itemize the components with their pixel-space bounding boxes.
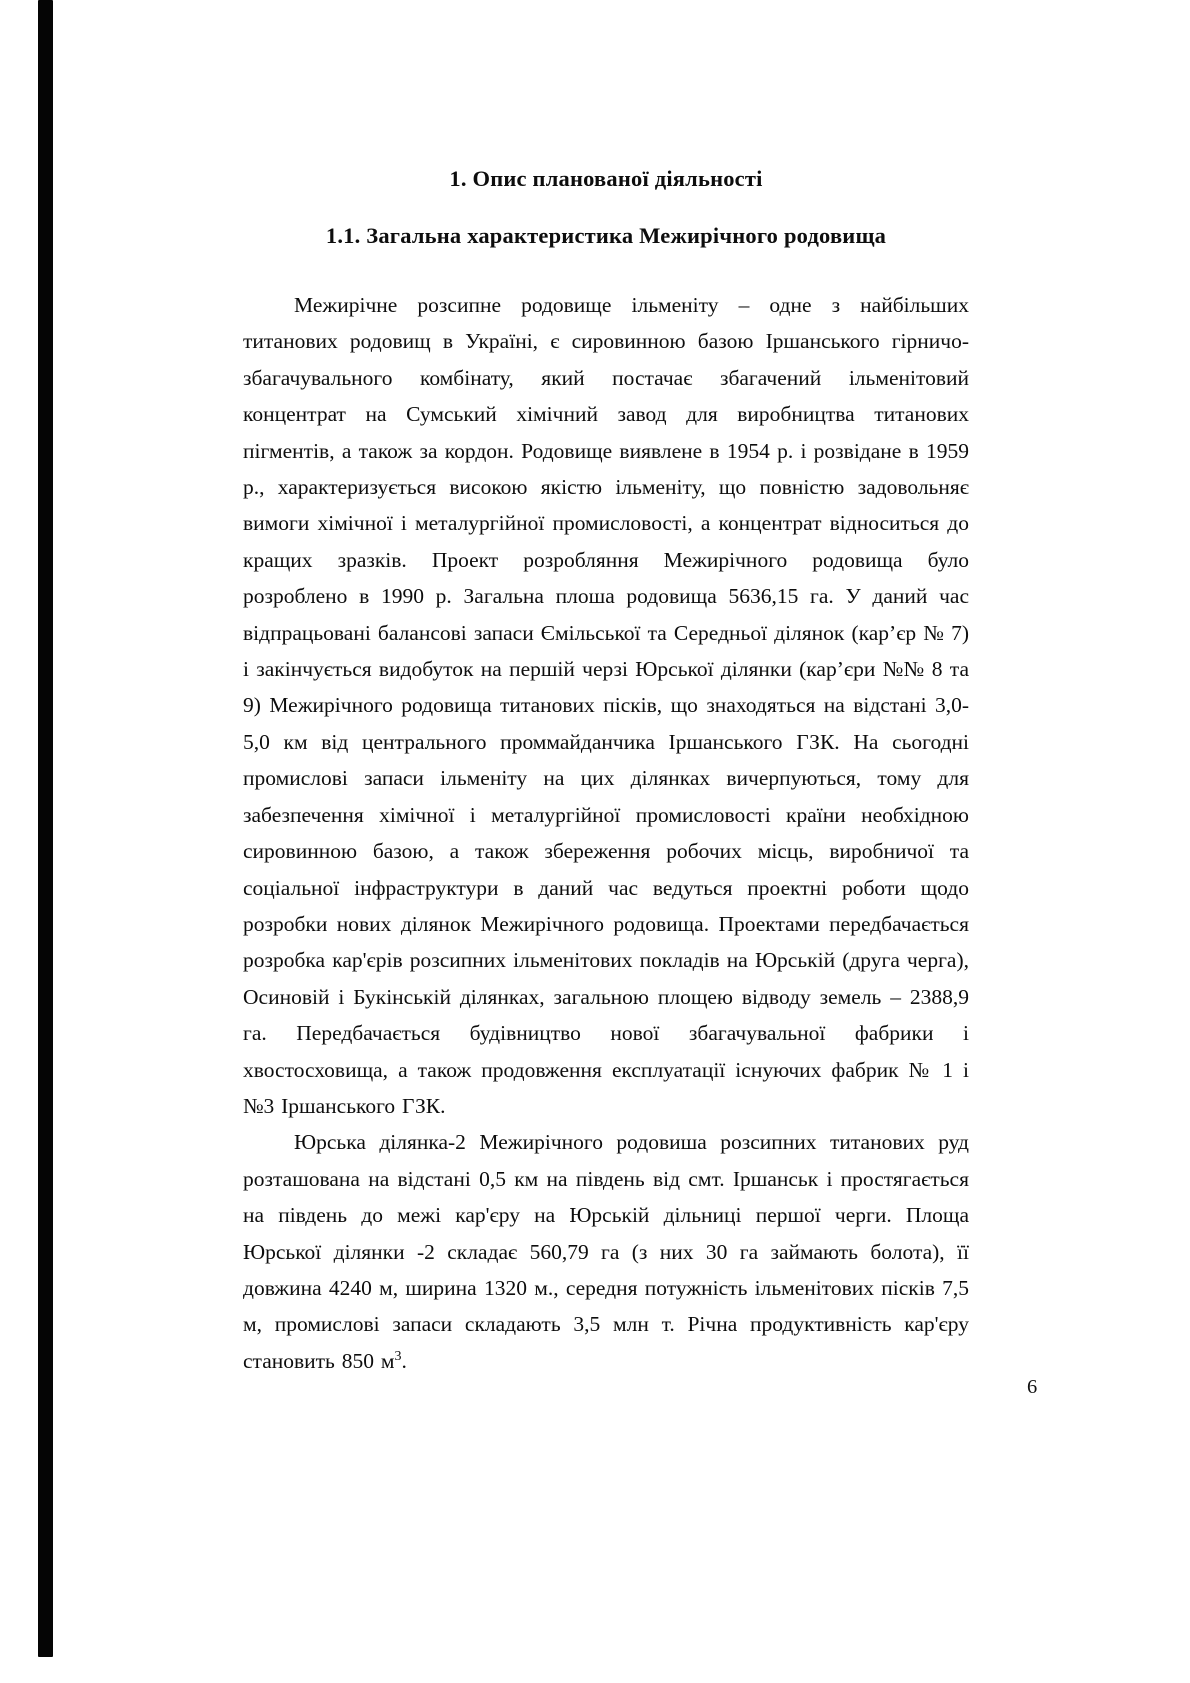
paragraph-general-description: Межирічне розсипне родовище ільменіту – одне з найбільших титанових родовищ в Україні, є сировинною базою Іршанського гірничо-збагачувального комбінату, який постачає збагачений ільменітовий концентрат на Сумський хімічний завод для виробництва титанових пігментів, а також за кордон. Родовище виявлене в 1954 р. і розвідане в 1959 р., характеризується високою якістю ільменіту, що повністю задовольняє вимоги хімічної і металургійної промисловості, а концентрат відноситься до кращих зразків. Проект розробляння Межирічного родовища було розроблено в 1990 р. Загальна плоша родовища 5636,15 га. У даний час відпрацьовані балансові запаси Ємільської та Середньої ділянок (кар’єр № 7) і закінчується видобуток на першій черзі Юрської ділянки (кар’єри №№ 8 та 9) Межирічного родовища титанових пісків, що знаходяться на відстані 3,0-5,0 км від центрального проммайданчика Іршанського ГЗК. На сьогодні промислові запаси ільменіту на цих ділянках вичерпуються, тому для забезпечення хімічної і металургійної промисловості країни необхідною сировинною базою, а також збереження робочих місць, виробничої та соціальної інфраструктури в даний час ведуться проектні роботи щодо розробки нових ділянок Межирічного родовища. Проектами передбачається розробка кар'єрів розсипних ільменітових покладів на Юрській (друга черга), Осиновій і Букінській ділянках, загальною площею відводу земель – 2388,9 га. Передбачається будівництво нової збагачувальної фабрики і хвостосховища, а також продовження експлуатації існуючих фабрик № 1 і №3 Іршанського ГЗК. <box>243 293 969 1118</box>
section-heading: 1. Опис планованої діяльності <box>449 166 763 191</box>
document-body <box>243 166 969 1379</box>
paragraph-end-period: . <box>401 1348 407 1373</box>
paragraph-yurska-dilyanka <box>243 1124 969 1379</box>
scan-artifact-bar <box>38 0 53 1657</box>
subsection-heading: 1.1. Загальна характеристика Межирічного родовища <box>325 223 887 248</box>
superscript-cubed: 3 <box>394 1348 402 1364</box>
page-number: 6 <box>1027 1376 1038 1398</box>
paragraph-text: Юрська ділянка-2 Межирічного родовиша розсипних титанових руд розташована на відстані 0,5 км на південь від смт. Іршанськ і простягається на південь до межі кар'єру на Юрській дільниці першої черги. Площа Юрської ділянки -2 складає 560,79 га (з них 30 га займають болота), її довжина 4240 м, ширина 1320 м., середня потужність ільменітових пісків 7,5 м, промислові запаси складають 3,5 млн т. Річна продуктивність кар'єру становить 850 м <box>243 1130 969 1373</box>
